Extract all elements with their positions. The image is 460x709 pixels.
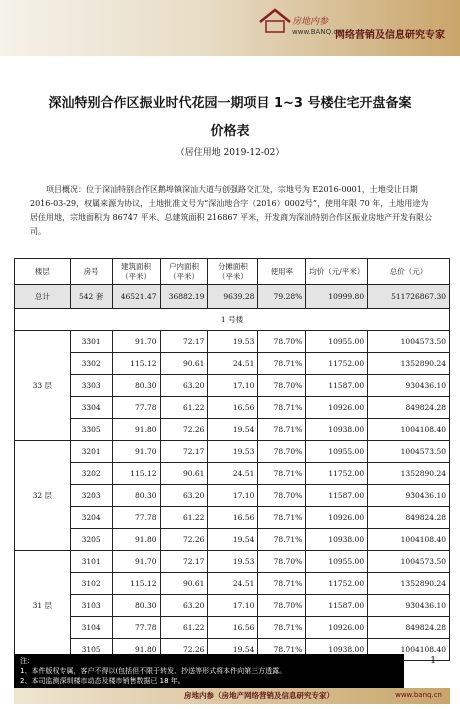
footnote-box	[14, 654, 404, 688]
total-label: 总计	[15, 285, 71, 309]
cell-shared: 19.53	[208, 551, 258, 573]
cell-gross: 115.12	[112, 463, 160, 485]
total-row	[15, 285, 450, 309]
table-row	[15, 485, 450, 507]
block-title-row	[15, 309, 450, 331]
cell-shared: 16.56	[208, 507, 258, 529]
cell-gross: 91.70	[112, 331, 160, 353]
cell-sum: 1004108.40	[368, 419, 450, 441]
cell-room: 3303	[70, 375, 112, 397]
floor-label: 31 层	[15, 551, 71, 661]
cell-room: 3203	[70, 485, 112, 507]
cell-shared: 17.10	[208, 375, 258, 397]
footnote-line-1: 1、本件版权专属，客户不得以(包括但不限于转发、抄送等形式将本件向第三方透露。	[20, 667, 287, 675]
cell-inner: 63.20	[160, 375, 208, 397]
cell-avg: 10955.00	[306, 551, 368, 573]
cell-usage: 78.71%	[258, 639, 306, 661]
cell-room: 3105	[70, 639, 112, 661]
table-row	[15, 419, 450, 441]
table-row	[15, 529, 450, 551]
cell-gross: 80.30	[112, 485, 160, 507]
cell-gross: 77.78	[112, 397, 160, 419]
block-title: 1 号楼	[15, 309, 450, 331]
cell-gross: 91.70	[112, 441, 160, 463]
cell-sum: 1004573.50	[368, 551, 450, 573]
page-title-line2: 价格表	[210, 124, 250, 139]
cell-room: 3301	[70, 331, 112, 353]
cell-avg: 11587.00	[306, 485, 368, 507]
cell-shared: 17.10	[208, 595, 258, 617]
cell-gross: 80.30	[112, 595, 160, 617]
cell-sum: 1004573.50	[368, 441, 450, 463]
house-logo-icon	[258, 8, 292, 34]
project-summary: 项目概况：位于深汕特别合作区鹅埠镇深汕大道与创强路交汇处，宗地号为 E2016-0001，土地受让日期 2016-03-29，权属来源为协议，土地批准文号为“深汕地合字（2016）0002号”，使用年限 70 年，土地用途为居住用地，宗地面积为 86747 平米、总建筑面积 216867 平米，开发商为深汕特别合作区振业房地产开发有限公司。	[30, 185, 433, 236]
cell-sum: 1004108.40	[368, 639, 450, 661]
cell-inner: 72.17	[160, 331, 208, 353]
cell-room: 3204	[70, 507, 112, 529]
cell-room: 3102	[70, 573, 112, 595]
cell-inner: 63.20	[160, 595, 208, 617]
cell-room: 3201	[70, 441, 112, 463]
cell-room: 3304	[70, 397, 112, 419]
cell-usage: 78.71%	[258, 463, 306, 485]
footer-text: 房地内参（房地产网络营销及信息研究专家）	[184, 691, 334, 700]
cell-sum: 849824.28	[368, 507, 450, 529]
cell-gross: 115.12	[112, 353, 160, 375]
brand-name: 房地内参	[292, 17, 329, 27]
cell-inner: 61.22	[160, 507, 208, 529]
cell-usage: 78.71%	[258, 419, 306, 441]
footnote-label: 注：	[20, 657, 34, 665]
total-avg: 10999.80	[306, 285, 368, 309]
cell-gross: 77.78	[112, 507, 160, 529]
cell-gross: 91.70	[112, 551, 160, 573]
cell-avg: 11587.00	[306, 375, 368, 397]
cell-avg: 10926.00	[306, 617, 368, 639]
cell-sum: 849824.28	[368, 397, 450, 419]
cell-inner: 72.17	[160, 441, 208, 463]
total-inner: 36882.19	[160, 285, 208, 309]
cell-shared: 17.10	[208, 485, 258, 507]
cell-sum: 930436.10	[368, 375, 450, 397]
cell-usage: 78.71%	[258, 507, 306, 529]
table-row	[15, 551, 450, 573]
cell-sum: 1004108.40	[368, 529, 450, 551]
cell-room: 3305	[70, 419, 112, 441]
cell-usage: 78.70%	[258, 551, 306, 573]
col-usage-rate: 使用率	[258, 259, 306, 285]
cell-avg: 11752.00	[306, 463, 368, 485]
total-sum: 511726867.30	[368, 285, 450, 309]
cell-avg: 10926.00	[306, 397, 368, 419]
table-header-row	[15, 259, 450, 285]
cell-avg: 11752.00	[306, 573, 368, 595]
cell-gross: 77.78	[112, 617, 160, 639]
cell-usage: 78.71%	[258, 397, 306, 419]
page-subtitle: （居住用地 2019-12-02）	[175, 148, 285, 158]
cell-shared: 16.56	[208, 617, 258, 639]
cell-room: 3202	[70, 463, 112, 485]
cell-avg: 10938.00	[306, 529, 368, 551]
cell-sum: 1352890.24	[368, 573, 450, 595]
cell-sum: 1352890.24	[368, 463, 450, 485]
table-row	[15, 463, 450, 485]
col-total-price: 总价（元）	[368, 259, 450, 285]
brand-url[interactable]: www.BANQ.cn	[292, 28, 342, 36]
cell-inner: 61.22	[160, 617, 208, 639]
col-avg-price: 均价（元/平米）	[306, 259, 368, 285]
table-row	[15, 397, 450, 419]
table-row	[15, 375, 450, 397]
cell-usage: 78.70%	[258, 595, 306, 617]
cell-avg: 10938.00	[306, 419, 368, 441]
col-shared-area: 分摊面积（平米）	[208, 259, 258, 285]
cell-gross: 91.80	[112, 419, 160, 441]
footer-bar	[14, 688, 450, 704]
header-banner	[0, 0, 460, 56]
table-row	[15, 441, 450, 463]
cell-gross: 91.80	[112, 639, 160, 661]
col-room: 房号	[70, 259, 112, 285]
total-rooms: 542 套	[70, 285, 112, 309]
table-row	[15, 331, 450, 353]
brand-slogan: 网络营销及信息研究专家	[335, 30, 445, 41]
cell-sum: 1352890.24	[368, 353, 450, 375]
cell-room: 3104	[70, 617, 112, 639]
cell-inner: 72.26	[160, 639, 208, 661]
page-number: 1	[430, 656, 436, 666]
cell-usage: 78.70%	[258, 441, 306, 463]
cell-inner: 61.22	[160, 397, 208, 419]
total-shared: 9639.28	[208, 285, 258, 309]
cell-gross: 80.30	[112, 375, 160, 397]
table-row	[15, 595, 450, 617]
cell-usage: 78.71%	[258, 353, 306, 375]
cell-usage: 78.70%	[258, 331, 306, 353]
cell-inner: 63.20	[160, 485, 208, 507]
cell-gross: 91.80	[112, 529, 160, 551]
footnote-line-2: 2、本司监测深圳楼市动态及楼市销售数据已 18 年。	[20, 677, 185, 685]
table-row	[15, 353, 450, 375]
col-floor: 楼层	[15, 259, 71, 285]
cell-shared: 19.54	[208, 529, 258, 551]
cell-shared: 24.51	[208, 463, 258, 485]
cell-avg: 10955.00	[306, 441, 368, 463]
cell-inner: 90.61	[160, 353, 208, 375]
cell-shared: 19.54	[208, 419, 258, 441]
cell-room: 3302	[70, 353, 112, 375]
cell-shared: 19.54	[208, 639, 258, 661]
col-inner-area: 户内面积（平米）	[160, 259, 208, 285]
cell-shared: 19.53	[208, 331, 258, 353]
cell-usage: 78.71%	[258, 529, 306, 551]
footer-url[interactable]: www.banq.cn	[395, 691, 442, 699]
table-row	[15, 617, 450, 639]
cell-avg: 10955.00	[306, 331, 368, 353]
cell-room: 3101	[70, 551, 112, 573]
cell-shared: 19.53	[208, 441, 258, 463]
total-gross: 46521.47	[112, 285, 160, 309]
cell-usage: 78.71%	[258, 617, 306, 639]
cell-inner: 72.17	[160, 551, 208, 573]
total-usage: 79.28%	[258, 285, 306, 309]
table-row	[15, 573, 450, 595]
cell-gross: 115.12	[112, 573, 160, 595]
page-title: 深汕特别合作区振业时代花园一期项目 1~3 号楼住宅开盘备案	[48, 96, 412, 111]
cell-sum: 849824.28	[368, 617, 450, 639]
cell-shared: 16.56	[208, 397, 258, 419]
cell-sum: 930436.10	[368, 595, 450, 617]
cell-avg: 10926.00	[306, 507, 368, 529]
cell-usage: 78.70%	[258, 375, 306, 397]
cell-shared: 24.51	[208, 573, 258, 595]
cell-inner: 90.61	[160, 463, 208, 485]
floor-label: 33 层	[15, 331, 71, 441]
cell-room: 3103	[70, 595, 112, 617]
floor-label: 32 层	[15, 441, 71, 551]
table-row	[15, 507, 450, 529]
cell-sum: 1004573.50	[368, 331, 450, 353]
cell-usage: 78.70%	[258, 485, 306, 507]
cell-inner: 72.26	[160, 529, 208, 551]
col-gross-area: 建筑面积（平米）	[112, 259, 160, 285]
cell-usage: 78.71%	[258, 573, 306, 595]
cell-sum: 930436.10	[368, 485, 450, 507]
cell-inner: 72.26	[160, 419, 208, 441]
cell-avg: 10938.00	[306, 639, 368, 661]
cell-room: 3205	[70, 529, 112, 551]
cell-avg: 11752.00	[306, 353, 368, 375]
price-table	[14, 258, 450, 661]
cell-shared: 24.51	[208, 353, 258, 375]
cell-avg: 11587.00	[306, 595, 368, 617]
cell-inner: 90.61	[160, 573, 208, 595]
